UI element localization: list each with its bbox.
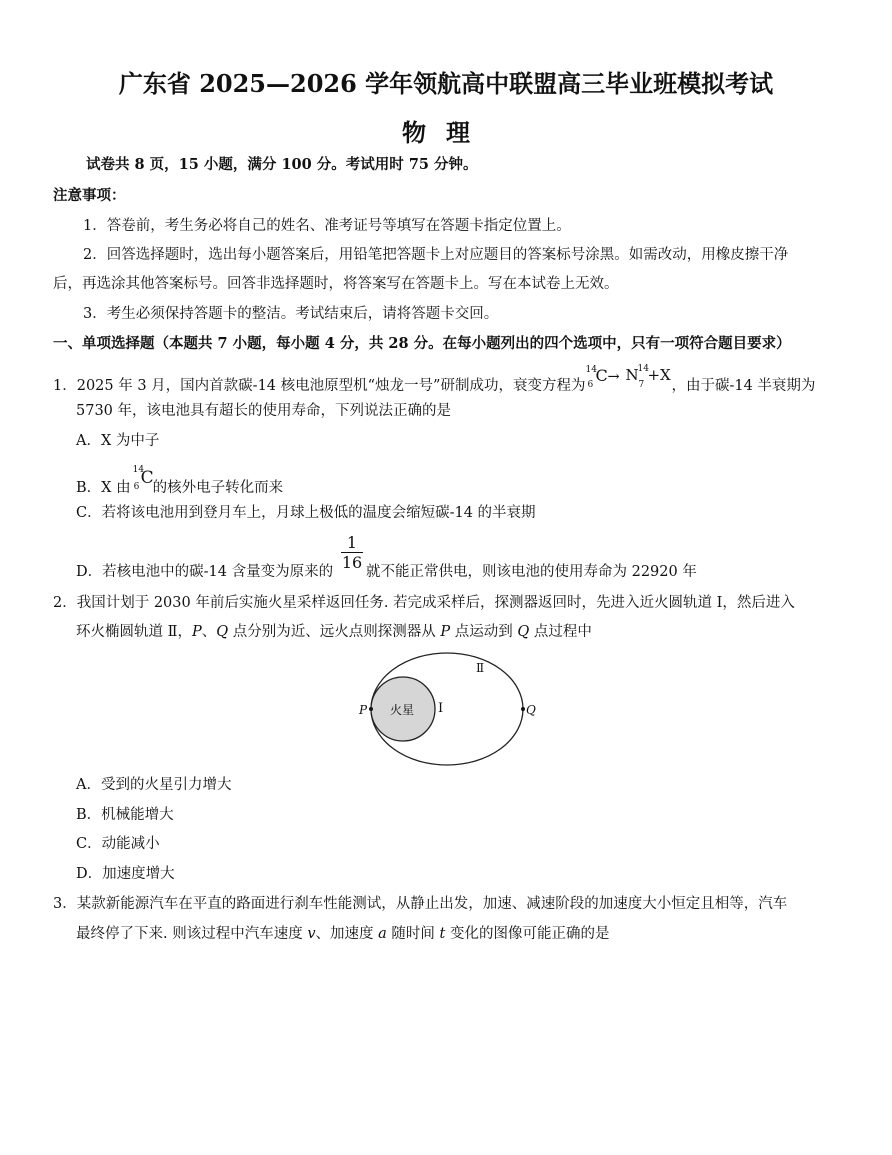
q3-stem-line1: 3．某款新能源汽车在平直的路面进行刹车性能测试，从静止出发，加速、减速阶段的加速度大小恒定且相等，汽车 (53, 896, 788, 912)
point-p-label: P (191, 624, 202, 640)
q2-line2-b: 、 (201, 624, 217, 640)
q2-stem-line2 (76, 625, 592, 640)
q2-line2-a: 环火椭圆轨道 Ⅱ， (76, 624, 192, 640)
q2-option-b: B．机械能增大 (76, 807, 174, 823)
point-p-dot (369, 707, 373, 711)
figure-q-label: Q (526, 703, 536, 717)
figure-p-label: P (359, 703, 368, 717)
q2-option-d: D．加速度增大 (76, 866, 175, 882)
q3-stem-line2 (76, 927, 609, 942)
q3-line2-c: 随时间 (386, 926, 440, 942)
plus-x: +X (647, 366, 671, 384)
acceleration-symbol: a (378, 926, 387, 942)
q2-line2-d: 点运动到 (450, 624, 518, 640)
note-item-3: 3．考生必须保持答题卡的整洁。考试结束后，请将答题卡交回。 (83, 306, 499, 322)
q1-stem-b: ，由于碳-14 半衰期为 (671, 378, 816, 394)
point-q-label-2: Q (517, 624, 530, 640)
arrow-icon: → (607, 369, 620, 385)
q1-stem-line1 (53, 364, 816, 394)
q2-option-c: C．动能减小 (76, 836, 160, 852)
c-mass-number: 14 (585, 365, 597, 375)
q1-option-c: C．若将该电池用到登月车上，月球上极低的温度会缩短碳-14 的半衰期 (76, 505, 536, 521)
q3-line2-d: 变化的图像可能正确的是 (445, 926, 610, 942)
note-item-1: 1．答卷前，考生务必将自己的姓名、准考证号等填写在答题卡指定位置上。 (83, 218, 571, 234)
time-symbol: t (439, 926, 446, 942)
fraction-numerator: 1 (346, 533, 358, 552)
point-q-label: Q (216, 624, 229, 640)
option-b-num: 6 (133, 482, 140, 492)
q3-line2-b: 、加速度 (315, 926, 379, 942)
fraction-denominator: 16 (341, 553, 363, 572)
q2-line2-e: 点过程中 (529, 624, 592, 640)
note-item-2: 2．回答选择题时，选出每小题答案后，用铅笔把答题卡上对应题目的答案标号涂黑。如需改动，用橡皮擦干净 (83, 247, 789, 263)
n-symbol: N (625, 366, 639, 384)
exam-intro: 试卷共 8 页，15 小题，满分 100 分。考试用时 75 分钟。 (86, 156, 478, 173)
q1-option-d-post: 就不能正常供电，则该电池的使用寿命为 22920 年 (366, 564, 697, 580)
fraction-one-sixteenth (341, 534, 363, 573)
decay-equation (585, 364, 671, 390)
q1-option-b (76, 465, 284, 496)
q1-stem-a: 1．2025 年 3 月，国内首款碳-14 核电池原型机“烛龙一号”研制成功，衰变方程为 (53, 378, 586, 394)
q2-option-a: A．受到的火星引力增大 (76, 777, 232, 793)
c-atomic-number: 6 (587, 380, 594, 390)
velocity-symbol: v (307, 926, 316, 942)
exam-title: 广东省 2025—2026 学年领航高中联盟高三毕业班模拟考试 (118, 69, 774, 98)
option-b-carbon (131, 465, 154, 492)
orbit-ii-label: Ⅱ (476, 661, 485, 675)
point-q-dot (521, 707, 525, 711)
orbit-i-label: Ⅰ (438, 701, 444, 716)
option-b-c: C (140, 468, 154, 488)
q3-line2-a: 最终停了下来. 则该过程中汽车速度 (76, 926, 308, 942)
section-heading: 一、单项选择题（本题共 7 小题，每小题 4 分，共 28 分。在每小题列出的四个选项中，只有一项符合题目要求） (53, 335, 791, 352)
q1-option-b-post: 的核外电子转化而来 (152, 480, 284, 496)
q1-option-d-pre: D．若核电池中的碳-14 含量变为原来的 (76, 564, 334, 580)
point-p-label-2: P (440, 624, 451, 640)
q1-option-b-pre: B．X 由 (76, 480, 131, 496)
orbit-diagram (352, 648, 552, 773)
c-symbol: C (595, 366, 608, 385)
q2-line2-c: 点分别为近、远火点则探测器从 (228, 624, 441, 640)
n-atomic-number: 7 (638, 380, 645, 390)
q2-stem-line1: 2．我国计划于 2030 年前后实施火星采样返回任务. 若完成采样后，探测器返回时，先进入近火圆轨道 Ⅰ，然后进入 (53, 595, 795, 611)
option-b-mass: 14 (132, 465, 145, 475)
planet-label: 火星 (390, 703, 415, 717)
q1-stem-line2: 5730 年，该电池具有超长的使用寿命，下列说法正确的是 (76, 403, 452, 419)
notes-heading: 注意事项： (53, 187, 126, 204)
subject-title: 物理 (402, 118, 490, 147)
note-item-2-cont: 后，再选涂其他答案标号。回答非选择题时，将答案写在答题卡上。写在本试卷上无效。 (53, 276, 619, 292)
q1-option-a: A．X 为中子 (76, 433, 160, 449)
n-mass-number: 14 (637, 364, 649, 374)
